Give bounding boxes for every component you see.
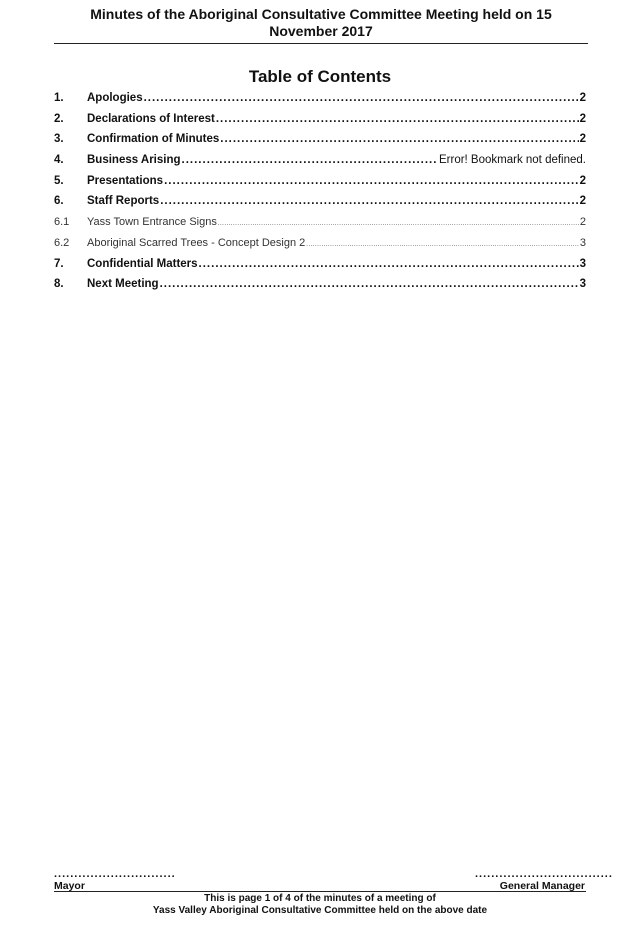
toc-entry-apologies[interactable] (54, 92, 586, 113)
toc-leader (144, 92, 579, 104)
page-footer (0, 893, 640, 917)
toc-entry-number: 7. (54, 257, 64, 270)
toc-entry-label: Next Meeting (87, 278, 159, 291)
toc-entry-number: 6. (54, 195, 64, 208)
toc-entry-confirmation[interactable] (54, 133, 586, 154)
signature-dots: .................................. (475, 868, 613, 880)
general-manager-signature (475, 868, 613, 892)
toc-entry-scarred-trees[interactable] (54, 237, 586, 258)
toc-entry-page: 2 (579, 216, 586, 229)
toc-entry-number: 3. (54, 133, 64, 146)
toc-leader (160, 278, 579, 290)
general-manager-label: General Manager (499, 880, 585, 892)
toc-entry-page: 2 (579, 195, 586, 208)
toc-entry-label: Declarations of Interest (87, 112, 215, 125)
header-title-line1: Minutes of the Aboriginal Consultative Committee Meeting held on 15 (90, 6, 552, 22)
table-of-contents (54, 92, 586, 299)
toc-entry-number: 5. (54, 174, 64, 187)
toc-entry-number: 6.1 (54, 216, 70, 229)
signature-dots: .............................. (54, 868, 176, 880)
toc-entry-presentations[interactable] (54, 175, 586, 196)
signature-divider (54, 891, 586, 892)
toc-entry-number: 4. (54, 154, 64, 167)
footer-line2: Yass Valley Aboriginal Consultative Committee held on the above date (152, 905, 488, 916)
toc-entry-page: 2 (579, 174, 586, 187)
toc-entry-number: 2. (54, 112, 64, 125)
toc-entry-label: Confirmation of Minutes (87, 133, 220, 146)
page-header (54, 6, 588, 44)
toc-entry-label: Presentations (87, 174, 164, 187)
mayor-label: Mayor (54, 880, 85, 892)
toc-leader (199, 258, 579, 270)
toc-leader (182, 154, 438, 166)
toc-entry-number: 8. (54, 278, 64, 291)
toc-entry-label: Staff Reports (87, 195, 160, 208)
toc-entry-page: 2 (579, 112, 586, 125)
toc-entry-number: 6.2 (54, 236, 70, 249)
toc-entry-business-arising[interactable] (54, 154, 586, 175)
toc-entry-confidential-matters[interactable] (54, 258, 586, 279)
toc-entry-label: Aboriginal Scarred Trees - Concept Design 2 (87, 236, 306, 249)
toc-leader (160, 195, 578, 207)
toc-entry-label: Business Arising (87, 154, 181, 167)
toc-entry-page: 3 (579, 236, 586, 249)
mayor-signature (54, 868, 176, 892)
toc-entry-yass-town-entrance-signs[interactable] (54, 216, 586, 237)
toc-entry-next-meeting[interactable] (54, 278, 586, 299)
toc-entry-page: 2 (579, 133, 586, 146)
toc-leader (218, 221, 579, 227)
toc-entry-number: 1. (54, 92, 64, 104)
toc-title: Table of Contents (248, 67, 392, 86)
toc-entry-page: 3 (579, 278, 586, 291)
toc-leader (306, 242, 579, 248)
toc-leader (216, 113, 579, 125)
toc-entry-label: Apologies (87, 92, 143, 104)
header-title-line2: November 2017 (269, 23, 373, 39)
toc-leader (220, 133, 578, 145)
toc-entry-page: 2 (579, 92, 586, 104)
footer-line1: This is page 1 of 4 of the minutes of a meeting of (204, 893, 436, 904)
toc-entry-label: Confidential Matters (87, 257, 198, 270)
toc-entry-page: Error! Bookmark not defined. (438, 154, 586, 167)
toc-leader (164, 175, 579, 187)
toc-entry-staff-reports[interactable] (54, 195, 586, 216)
toc-entry-page: 3 (579, 257, 586, 270)
toc-entry-label: Yass Town Entrance Signs (87, 216, 217, 229)
toc-entry-declarations[interactable] (54, 113, 586, 134)
